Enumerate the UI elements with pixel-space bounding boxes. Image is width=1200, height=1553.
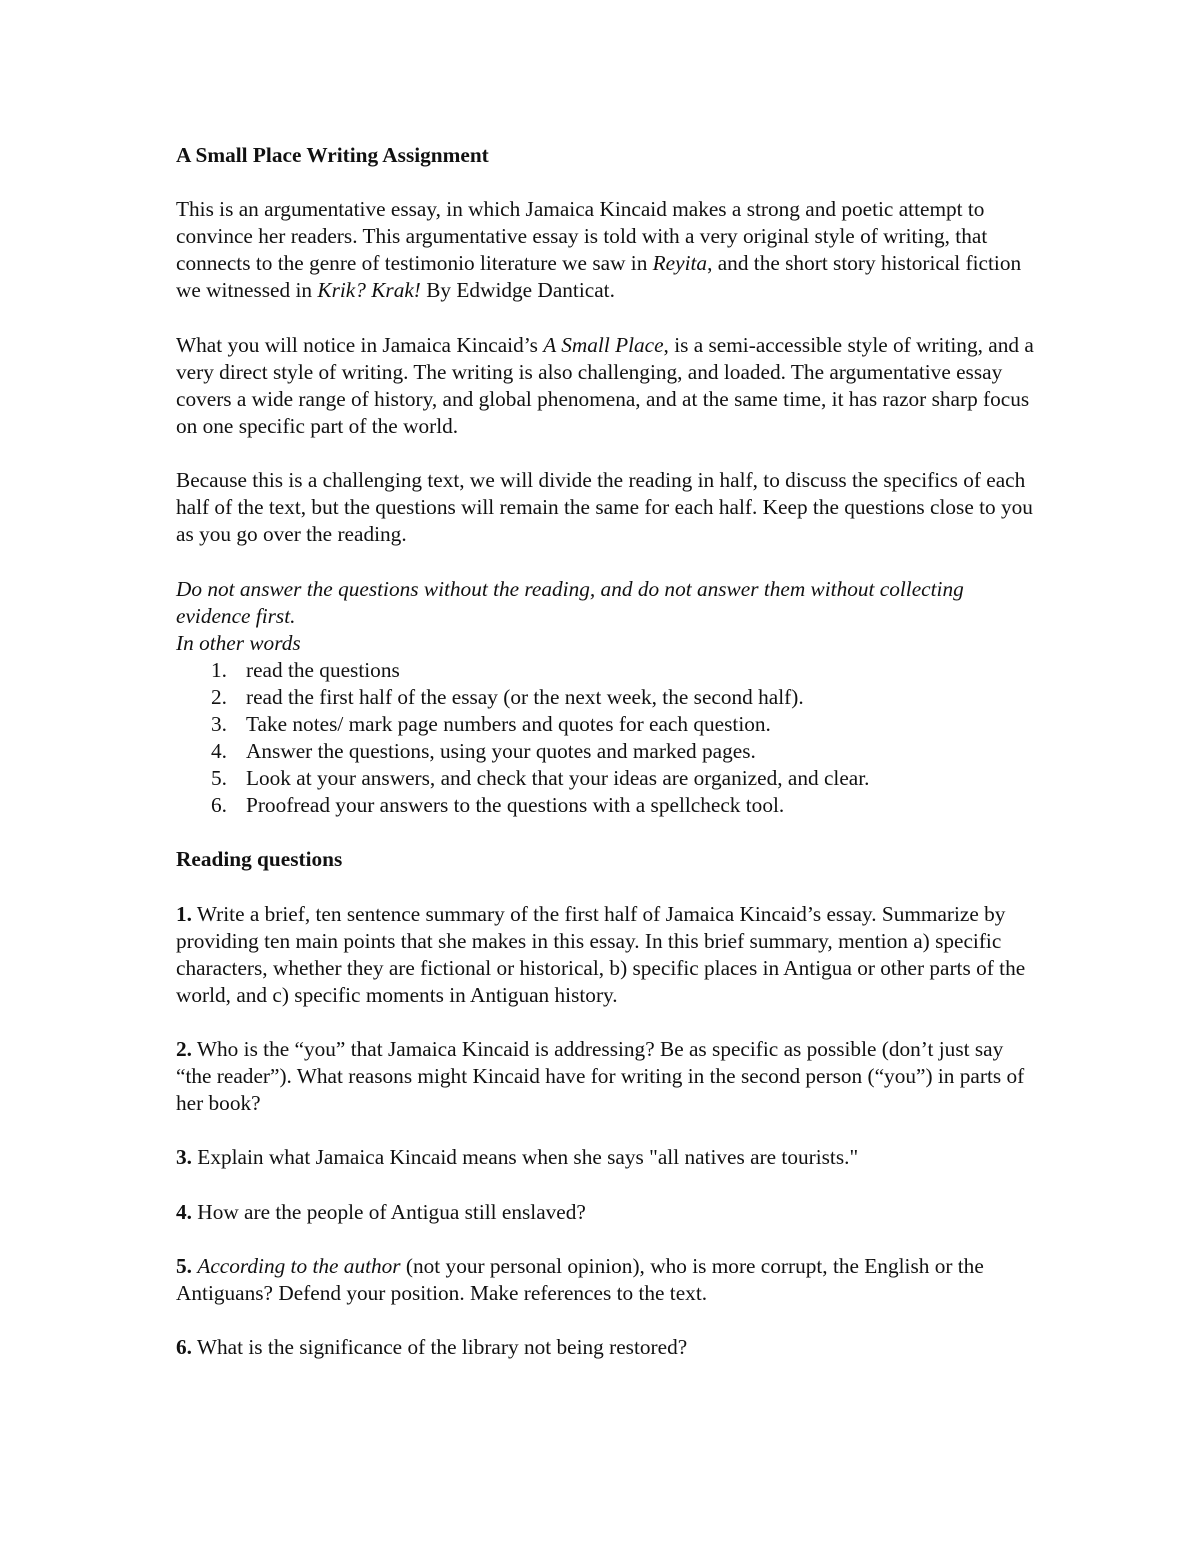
question-number: 1. bbox=[176, 901, 192, 926]
question-6 bbox=[176, 1334, 1036, 1361]
step-text: read the questions bbox=[246, 657, 400, 682]
steps-list bbox=[176, 657, 1036, 820]
intro-paragraph-1 bbox=[176, 196, 1036, 304]
small-place-title: A Small Place bbox=[543, 332, 664, 357]
step-text: Look at your answers, and check that your ideas are organized, and clear. bbox=[246, 766, 870, 791]
intro-p1-text-a: This is an argumentative essay, in which Jamaica Kincaid makes a strong and poetic attempt to convince her readers. This argumentative essay is told with a very original style of writing, that connects to the genre of testimonio literature we saw in bbox=[176, 197, 988, 276]
step-number: 4. bbox=[211, 739, 227, 764]
step-item bbox=[176, 792, 1036, 819]
step-text: Take notes/ mark page numbers and quotes for each question. bbox=[246, 711, 771, 736]
intro-p2-text-a: What you will notice in Jamaica Kincaid’s bbox=[176, 332, 544, 357]
question-text: Write a brief, ten sentence summary of the first half of Jamaica Kincaid’s essay. Summarize by providing ten main points that she makes in this essay. In this brief summary, mention a) specific characters, whether they are fictional or historical, b) specific places in Antigua or other parts of the world, and c) specific moments in Antiguan history. bbox=[176, 901, 1026, 1007]
reyita-title: Reyita bbox=[652, 251, 708, 276]
question-text: Who is the “you” that Jamaica Kincaid is addressing? Be as specific as possible (don’t just say “the reader”). What reasons might Kincaid have for writing in the second person (“you”) in parts of her book? bbox=[176, 1037, 1025, 1116]
intro-p1-text-b: , and the short story historical fiction we witnessed in bbox=[176, 251, 1022, 303]
document-page bbox=[176, 142, 1036, 1361]
reading-questions-heading: Reading questions bbox=[176, 847, 343, 872]
question-emphasis: According to the author bbox=[197, 1253, 401, 1278]
step-item bbox=[176, 765, 1036, 792]
step-number: 3. bbox=[211, 711, 227, 736]
step-item bbox=[176, 738, 1036, 765]
question-text: (not your personal opinion), who is more corrupt, the English or the Antiguans? Defend your position. Make references to the text. bbox=[176, 1253, 984, 1305]
warning-note: Do not answer the questions without the reading, and do not answer them without collecting evidence first. bbox=[176, 576, 964, 628]
step-text: Answer the questions, using your quotes and marked pages. bbox=[246, 739, 756, 764]
question-number: 6. bbox=[176, 1335, 192, 1360]
intro-paragraph-2 bbox=[176, 332, 1036, 440]
question-text: How are the people of Antigua still enslaved? bbox=[191, 1199, 586, 1224]
step-item bbox=[176, 657, 1036, 684]
question-number: 5. bbox=[176, 1253, 192, 1278]
intro-p1-text-c: By Edwidge Danticat. bbox=[420, 278, 615, 303]
step-number: 5. bbox=[211, 766, 227, 791]
in-other-words-label: In other words bbox=[176, 630, 301, 655]
question-3 bbox=[176, 1144, 1036, 1171]
question-4 bbox=[176, 1199, 1036, 1226]
step-number: 6. bbox=[211, 793, 227, 818]
step-item bbox=[176, 684, 1036, 711]
document-title: A Small Place Writing Assignment bbox=[176, 143, 489, 167]
step-text: read the first half of the essay (or the next week, the second half). bbox=[246, 684, 804, 709]
intro-p2-text-b: , is a semi-accessible style of writing, and a very direct style of writing. The writing is also challenging, and loaded. The argumentative essay covers a wide range of history, and global phenomena, and at the same time, it has razor sharp focus on one specific part of the world. bbox=[176, 332, 1034, 438]
question-text: Explain what Jamaica Kincaid means when she says "all natives are tourists." bbox=[191, 1145, 859, 1170]
question-5 bbox=[176, 1253, 1036, 1307]
step-text: Proofread your answers to the questions with a spellcheck tool. bbox=[246, 793, 785, 818]
question-2 bbox=[176, 1036, 1036, 1117]
step-item bbox=[176, 711, 1036, 738]
step-number: 1. bbox=[211, 657, 227, 682]
krik-krak-title: Krik? Krak! bbox=[317, 278, 421, 303]
question-number: 3. bbox=[176, 1145, 192, 1170]
question-number: 4. bbox=[176, 1199, 192, 1224]
step-number: 2. bbox=[211, 684, 227, 709]
question-number: 2. bbox=[176, 1037, 192, 1062]
question-1 bbox=[176, 901, 1036, 1009]
question-text: What is the significance of the library not being restored? bbox=[191, 1335, 688, 1360]
intro-paragraph-3: Because this is a challenging text, we will divide the reading in half, to discuss the specifics of each half of the text, but the questions will remain the same for each half. Keep the questions close to you as you go over the reading. bbox=[176, 468, 1033, 547]
